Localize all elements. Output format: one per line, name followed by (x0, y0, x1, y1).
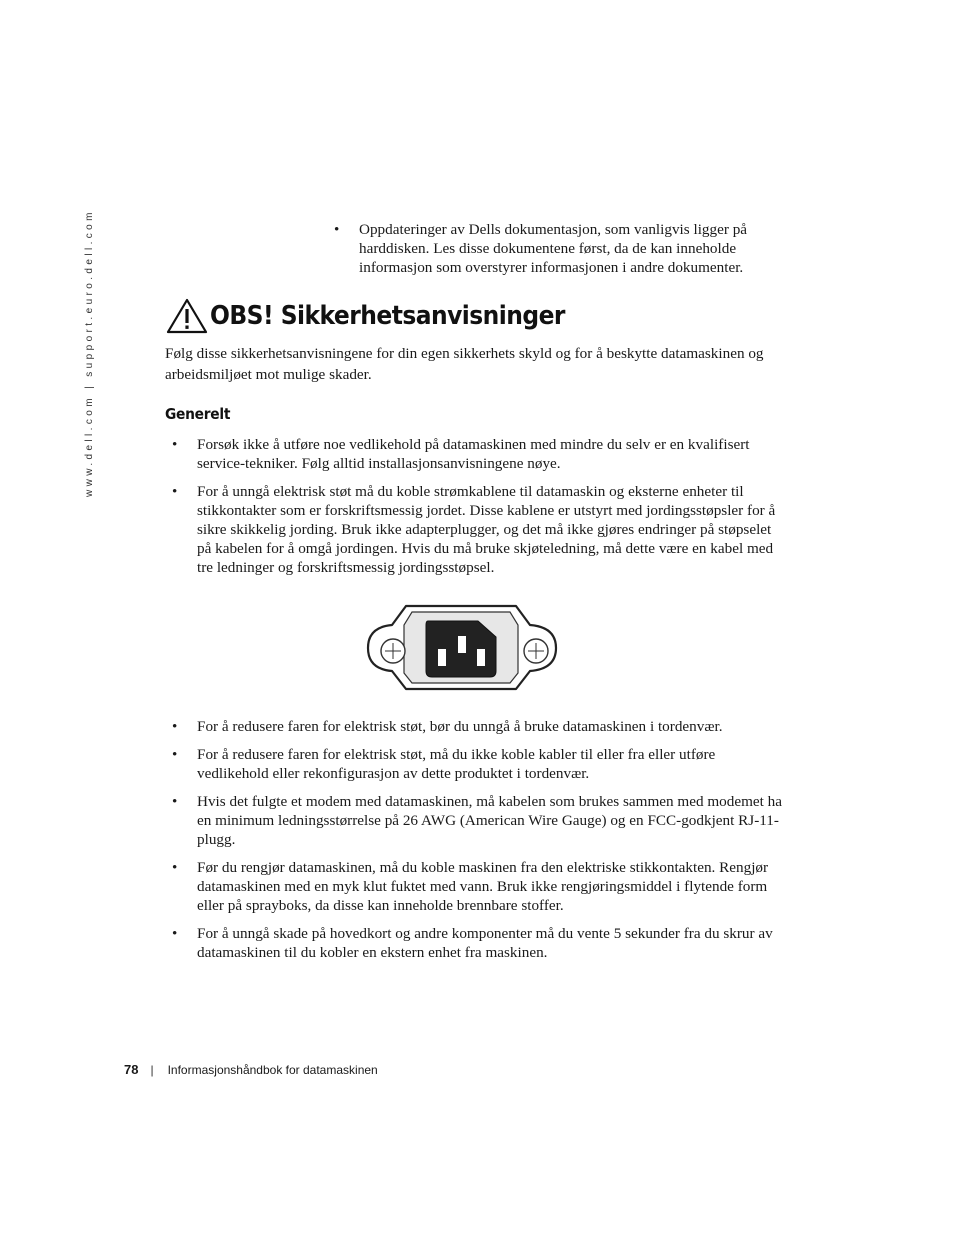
list-item-text: For å unngå elektrisk støt må du koble strømkablene til datamaskin og eksterne enheter til stikkontakter som er forskriftsmessig jordet. Disse kablene er utstyrt med jordingsstøpsler for å sikre skikkelig jording. Bruk ikke adapterplugger, og det må ikke gjøres endringer på støpselet på kabelen for å omgå jordingen. Hvis du må bruke skjøteledning, må dette være en kabel med tre ledninger og forskriftsmessig jordingsstøpsel. (197, 483, 776, 576)
list-item (172, 858, 782, 915)
bullet-dot: • (172, 483, 178, 500)
section-heading-text: OBS! Sikkerhetsanvisninger (210, 301, 565, 331)
subheading-generelt: Generelt (165, 405, 231, 423)
list-item-text: For å redusere faren for elektrisk støt, bør du unngå å bruke datamaskinen i tordenvær. (197, 718, 723, 735)
list-item-text: Før du rengjør datamaskinen, må du koble maskinen fra den elektriske stikkontakten. Rengjør datamaskinen med en myk klut fuktet med vann. Bruk ikke rengjøringsmiddel i flytende form eller på sprayboks, da disse kan inneholde brennbare stoffer. (197, 859, 769, 914)
bullet-text: Oppdateringer av Dells dokumentasjon, som vanligvis ligger på harddisken. Les disse dokumentene først, da de kan inneholde informasjon som overstyrer informasjonen i andre dokumenter. (359, 221, 748, 276)
bullet-dot: • (172, 859, 178, 876)
page-number: 78 (124, 1062, 139, 1077)
list-item (172, 792, 782, 849)
bullet-list-2 (172, 717, 782, 971)
bullet-dot: • (172, 746, 178, 763)
footer-separator: | (150, 1062, 154, 1077)
list-item (172, 482, 782, 577)
bullet-dot: • (172, 793, 178, 810)
bullet-dot: • (172, 718, 178, 735)
list-item (172, 745, 782, 783)
bullet-list-1 (172, 435, 782, 586)
bullet-dot: • (334, 221, 340, 238)
list-item (172, 924, 782, 962)
footer-title: Informasjonshåndbok for datamaskinen (167, 1062, 378, 1077)
bullet-dot: • (172, 436, 178, 453)
section-heading (165, 296, 604, 336)
power-connector-illustration (366, 603, 558, 693)
list-item-text: For å redusere faren for elektrisk støt, må du ikke koble kabler til eller fra eller utføre vedlikehold eller rekonfigurasjon av dette produktet i tordenvær. (197, 746, 716, 782)
list-item-text: Forsøk ikke å utføre noe vedlikehold på datamaskinen med mindre du selv er en kvalifisert service-tekniker. Følg alltid installasjonsanvisningene nøye. (197, 436, 750, 472)
list-item (172, 717, 782, 736)
side-url: www.dell.com | support.euro.dell.com (84, 209, 95, 497)
list-item (172, 435, 782, 473)
intro-paragraph: Følg disse sikkerhetsanvisningene for din egen sikkerhets skyld og for å beskytte datamaskinen og arbeidsmiljøet mot mulige skader. (165, 345, 764, 383)
bullet-dot: • (172, 925, 178, 942)
list-item-text: For å unngå skade på hovedkort og andre komponenter må du vente 5 sekunder fra du skrur av datamaskinen til du kobler en ekstern enhet fra maskinen. (197, 925, 773, 961)
page-footer (124, 1062, 378, 1077)
list-item-text: Hvis det fulgte et modem med datamaskinen, må kabelen som brukes sammen med modemet ha en minimum ledningsstørrelse på 26 AWG (American Wire Gauge) og en FCC-godkjent RJ-11-plugg. (197, 793, 782, 848)
warning-triangle-icon (165, 297, 209, 335)
top-bullet (334, 220, 784, 277)
